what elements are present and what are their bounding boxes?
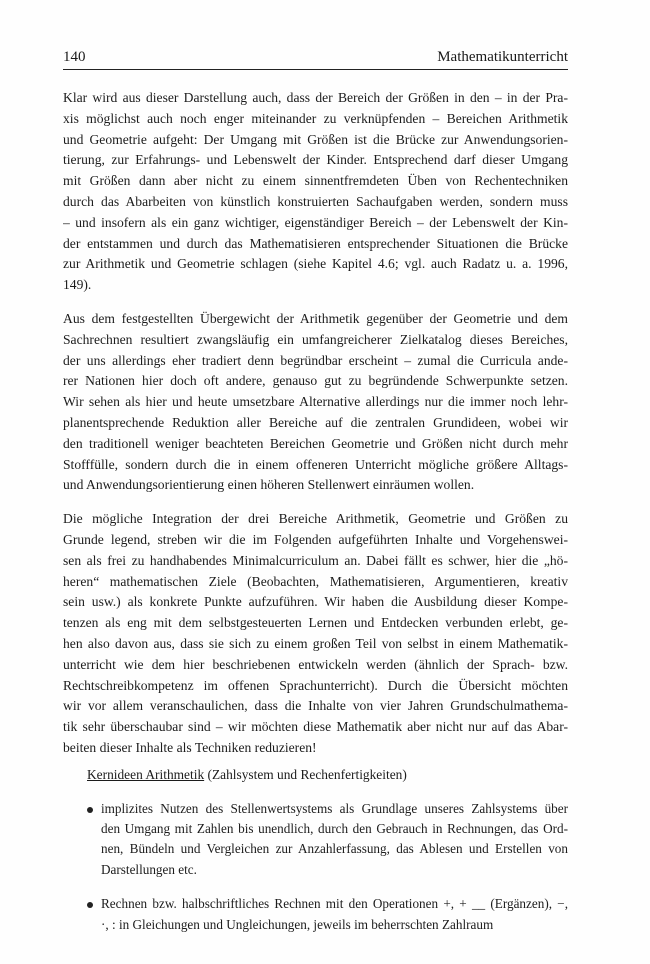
text-line: und Anwendungsorientierung einen höheren Stellenwert einräumen wollen.	[63, 477, 475, 493]
text-line: planentsprechende Reduktion aller Bereiche auf die zentralen Grundideen, wobei wir	[63, 414, 568, 430]
text-line: mit Größen dann aber nicht zu einem sinnentfremdeten Üben von Rechentechniken	[63, 173, 568, 189]
bullet-item	[87, 894, 568, 935]
text-line: Wir sehen als hier und heute umsetzbare Alternative allerdings nur die immer noch lehr-	[63, 394, 568, 410]
page-header	[63, 49, 568, 70]
bullet-line: Rechnen bzw. halbschriftliches Rechnen mit den Operationen +, + __ (Ergänzen), −,	[101, 896, 568, 912]
text-line: Aus dem festgestellten Übergewicht der Arithmetik gegenüber der Geometrie und dem	[63, 310, 568, 326]
text-line: – und insofern als ein ganz wichtiger, eigenständiger Bereich – der Lebenswelt der Kin-	[63, 214, 568, 230]
text-line: xis möglichst auch noch enger miteinander zu verknüpfenden – Bereichen Arithmetik	[63, 110, 568, 126]
section-heading-rest: (Zahlsystem und Rechenfertigkeiten)	[204, 766, 407, 782]
text-line: zur Arithmetik und Geometrie schlagen (siehe Kapitel 4.6; vgl. auch Radatz u. a. 1996,	[63, 256, 568, 272]
paragraph-1	[63, 88, 568, 296]
text-line: 149).	[63, 277, 92, 293]
paragraph-3	[63, 509, 568, 759]
text-line: tenzen als eng mit dem selbstgesteuerten Lernen und Entdecken verbunden erlebt, ge-	[63, 615, 568, 631]
text-line: durch das Abarbeiten von künstlich konstruierten Sachaufgaben werden, sondern muss	[63, 193, 568, 209]
paragraph-2	[63, 309, 568, 496]
text-line: heren“ mathematischen Ziele (Beobachten, Mathematisieren, Argumentieren, kreativ	[63, 573, 568, 589]
text-line: sein usw.) als konkrete Punkte aufzuführen. Wir haben die Ausbildung dieser Kompe-	[63, 594, 568, 610]
bullet-item	[87, 799, 568, 881]
text-line: Rechtschreibkompetenz im offenen Sprachunterricht). Durch die Übersicht möchten	[63, 677, 568, 693]
page-number: 140	[63, 49, 86, 65]
text-line: und Geometrie aufgeht: Der Umgang mit Größen ist die Brücke zur Anwendungsorien-	[63, 131, 568, 147]
bullet-line: implizites Nutzen des Stellenwertsystems als Grundlage unseres Zahlsystems über	[101, 800, 568, 816]
bullet-line: nen, Bündeln und Vergleichen zur Anzahlerfassung, das Ablesen und Erstellen von	[101, 841, 568, 857]
bullet-line: den Umgang mit Zahlen bis unendlich, durch den Gebrauch in Rechnungen, das Ord-	[101, 821, 568, 837]
text-line: Grunde legend, streben wir die im Folgenden aufgeführten Inhalte und Vorgehenswei-	[63, 531, 568, 547]
bullet-dot-icon	[87, 807, 93, 813]
running-title: Mathematikunterricht	[437, 49, 568, 65]
text-line: tierung, zur Erfahrungs- und Lebenswelt der Kinder. Entsprechend darf dieser Umgang	[63, 152, 568, 168]
text-line: rer Nationen hier doch oft andere, genauso gut zu begründende Schwerpunkte setzen.	[63, 373, 568, 389]
text-line: beiten dieser Inhalte als Techniken reduzieren!	[63, 739, 317, 755]
section-heading-underlined: Kernideen Arithmetik	[87, 766, 205, 782]
text-line: Klar wird aus dieser Darstellung auch, dass der Bereich der Größen in den – in der Pra-	[63, 90, 568, 105]
text-line: wir vor allem veranschaulichen, dass die Inhalte von vier Jahren Grundschulmathema-	[63, 698, 568, 714]
text-line: Stofffülle, sondern durch die in einem offeneren Unterricht mögliche größere Alltags-	[63, 456, 568, 472]
text-line: Die mögliche Integration der drei Bereiche Arithmetik, Geometrie und Größen zu	[63, 511, 568, 527]
kernideen-section	[87, 765, 568, 935]
text-line: der uns allerdings eher tradiert denn begründbar erscheint – zumal die Curricula ande-	[63, 352, 568, 368]
bullet-line: ·, : in Gleichungen und Ungleichungen, jeweils im beherrschten Zahlraum	[101, 916, 494, 932]
text-line: unterricht wie dem hier beschriebenen entwickeln werden (ähnlich der Sprach- bzw.	[63, 656, 568, 672]
page-body	[63, 88, 568, 935]
text-line: hen also davon aus, dass sie sich zu einem großen Teil von selbst in einem Mathematik-	[63, 635, 568, 651]
bullet-dot-icon	[87, 902, 93, 908]
text-line: der entstammen und durch das Mathematisieren entsprechender Situationen die Brücke	[63, 235, 568, 251]
text-line: Sachrechnen resultiert zwangsläufig ein umfangreicherer Zielkatalog dieses Bereiches,	[63, 331, 568, 347]
text-line: sen als frei zu handhabendes Minimalcurriculum an. Dabei fällt es schwer, hier die „hö-	[63, 552, 568, 568]
text-line: tik sehr überschaubar sind – wir möchten diese Mathematik aber nicht nur auf das Abar-	[63, 719, 568, 735]
section-heading	[87, 765, 568, 785]
bullet-line: Darstellungen etc.	[101, 861, 197, 877]
text-line: den traditionell weniger beachteten Bereichen Geometrie und Größen nicht durch mehr	[63, 435, 568, 451]
